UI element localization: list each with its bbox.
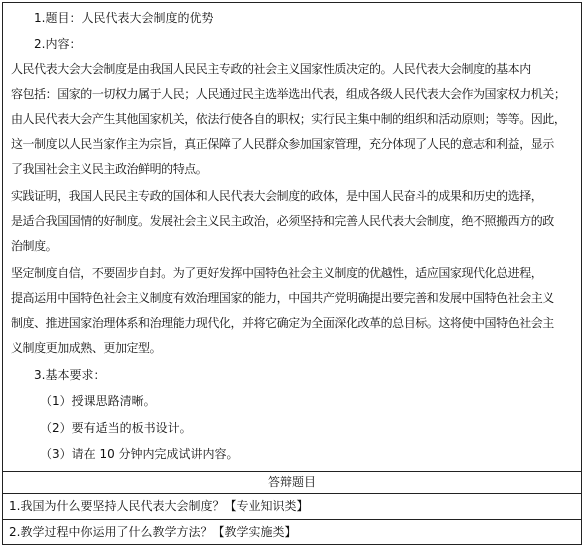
requirement-item-2: （2）要有适当的板书设计。	[40, 421, 192, 435]
requirement-item-3: （3）请在 10 分钟内完成试讲内容。	[40, 447, 239, 461]
paragraph-1-line-2: 容包括：国家的一切权力属于人民；人民通过民主选举选出代表，组成各级人民代表大会作为国家权力机关；	[11, 87, 566, 101]
paragraph-3-line-2: 提高运用中国特色社会主义制度有效治理国家的能力，中国共产党明确提出要完善和发展中国特色社会主义	[11, 291, 554, 305]
lecture-content-cell	[3, 3, 581, 472]
paragraph-3-line-3: 制度、推进国家治理体系和治理能力现代化，并将它确定为全面深化改革的总目标。这将使中国特色社会主	[11, 316, 554, 330]
content-label: 2.内容：	[34, 37, 82, 51]
qa-header: 答辩题目	[3, 472, 581, 494]
paragraph-3-line-1: 坚定制度自信，不要固步自封。为了更好发挥中国特色社会主义制度的优越性，适应国家现代化总进程，	[11, 266, 543, 280]
requirement-item-1: （1）授课思路清晰。	[40, 394, 156, 408]
paragraph-2-line-3: 治制度。	[11, 239, 58, 253]
paragraph-2-line-2: 是适合我国国情的好制度。发展社会主义民主政治，必须坚持和完善人民代表大会制度，绝不照搬西方的政	[11, 214, 554, 228]
question-1: 1.我国为什么要坚持人民代表大会制度？【专业知识类】	[3, 494, 581, 520]
paragraph-1-line-4: 这一制度以人民当家作主为宗旨，真正保障了人民群众参加国家管理，充分体现了人民的意志和利益，显示	[11, 137, 554, 151]
paragraph-1-line-1: 人民代表大会大会制度是由我国人民民主专政的社会主义国家性质决定的。人民代表大会制度的基本内	[11, 62, 531, 76]
paragraph-3-line-4: 义制度更加成熟、更加定型。	[11, 341, 162, 355]
question-2: 2.教学过程中你运用了什么教学方法？【教学实施类】	[9, 525, 297, 539]
requirements-label: 3.基本要求：	[34, 368, 106, 382]
paragraph-1-line-3: 由人民代表大会产生其他国家机关，依法行使各自的职权；实行民主集中制的组织和活动原则；等等。因此，	[11, 112, 566, 126]
document-table	[2, 2, 582, 545]
paragraph-2-line-1: 实践证明，我国人民民主专政的国体和人民代表大会制度的政体，是中国人民奋斗的成果和历史的选择，	[11, 189, 543, 203]
paragraph-1-line-5: 了我国社会主义民主政治鲜明的特点。	[11, 162, 208, 176]
topic-line: 1.题目：人民代表大会制度的优势	[34, 11, 214, 25]
